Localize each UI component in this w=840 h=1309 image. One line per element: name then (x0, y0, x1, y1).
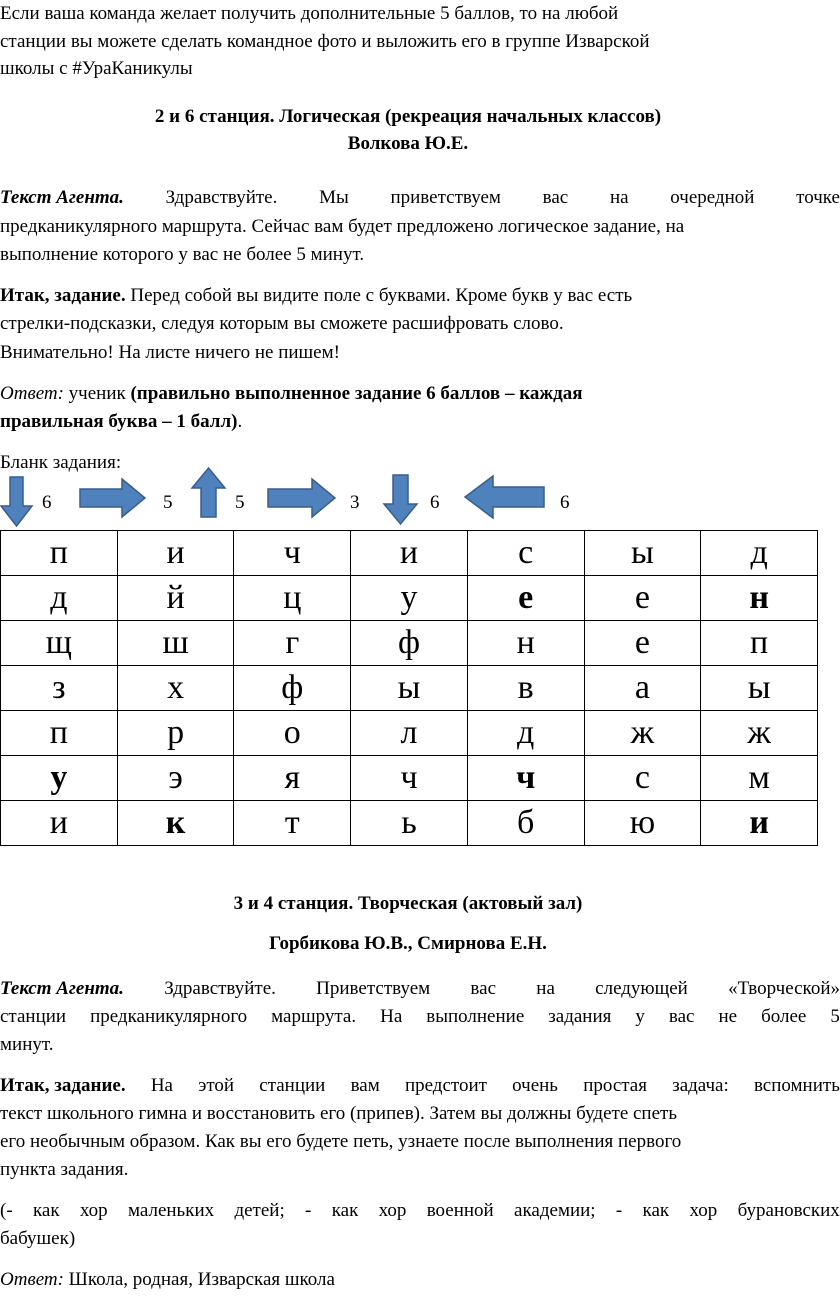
grid-cell: ы (584, 531, 701, 576)
word: бурановских (737, 1200, 840, 1221)
station2-task-line-3: Внимательно! На листе ничего не пишем! (0, 342, 340, 363)
hint-value-1: 6 (42, 492, 52, 513)
station3-agent-label: Текст Агента. (0, 978, 124, 999)
word: простая (583, 1075, 647, 1096)
station2-answer-line-1 (0, 380, 583, 408)
hint-value-6: 6 (560, 492, 570, 513)
grid-cell: е (584, 576, 701, 621)
grid-cell: л (351, 711, 468, 756)
word: На (380, 1006, 403, 1027)
grid-cell: д (467, 711, 584, 756)
grid-cell: н (701, 576, 818, 621)
station2-task-text-1: Перед собой вы видите поле с буквами. Кроме букв у вас есть (130, 285, 633, 306)
grid-row (1, 666, 818, 711)
word: более (761, 1006, 807, 1027)
word: Здравствуйте. (164, 978, 276, 999)
word: вас (470, 978, 497, 999)
word: станции (0, 1006, 67, 1027)
station2-task-line-2: стрелки-подсказки, следуя которым вы сможете расшифровать слово. (0, 313, 564, 334)
grid-cell: ь (351, 801, 468, 846)
grid-cell: к (117, 801, 234, 846)
word: как (331, 1200, 359, 1221)
station2-agent-label: Текст Агента. (0, 187, 124, 208)
grid-cell: ж (584, 711, 701, 756)
word: хор (689, 1200, 718, 1221)
grid-cell: д (1, 576, 118, 621)
grid-row (1, 531, 818, 576)
grid-row (1, 801, 818, 846)
grid-cell: п (1, 531, 118, 576)
station2-task-label: Итак, задание. (0, 285, 126, 306)
grid-cell: а (584, 666, 701, 711)
grid-cell: ч (467, 756, 584, 801)
word: «Творческой» (728, 978, 840, 999)
grid-cell: ц (234, 576, 351, 621)
word: вас (542, 187, 569, 208)
station3-answer-text: Школа, родная, Изварская школа (68, 1269, 335, 1290)
grid-cell: ш (117, 621, 234, 666)
station2-title: 2 и 6 станция. Логическая (рекреация начальных классов) (154, 106, 662, 127)
station2-answer-end: . (237, 411, 243, 432)
grid-cell: ф (351, 621, 468, 666)
word: вам (350, 1075, 380, 1096)
grid-cell: с (467, 531, 584, 576)
word: вспомнить (753, 1075, 840, 1096)
letter-grid (0, 530, 818, 846)
station3-task-line-3: его необычным образом. Как вы его будете петь, узнаете после выполнения первого (0, 1131, 682, 1152)
station2-answer-word: ученик (68, 383, 126, 404)
word: Здравствуйте. (165, 187, 278, 208)
station2-answer-bold-2: правильная буква – 1 балл) (0, 411, 238, 432)
word: хор (378, 1200, 407, 1221)
station3-task-label: Итак, задание. (0, 1075, 126, 1096)
grid-cell: у (351, 576, 468, 621)
grid-cell: ч (234, 531, 351, 576)
grid-cell: щ (1, 621, 118, 666)
word: приветствуем (390, 187, 501, 208)
intro-line-3: школы с #УраКаникулы (0, 58, 193, 79)
word: детей; (234, 1200, 285, 1221)
hint-value-3: 5 (235, 492, 245, 513)
grid-cell: ю (584, 801, 701, 846)
grid-cell: и (701, 801, 818, 846)
grid-cell: у (1, 756, 118, 801)
grid-cell: с (584, 756, 701, 801)
grid-cell: е (467, 576, 584, 621)
word: как (32, 1200, 60, 1221)
station3-answer-label: Ответ: (0, 1269, 64, 1290)
word: не (718, 1006, 738, 1027)
word: точке (796, 187, 840, 208)
station3-task-line-1 (0, 1072, 840, 1100)
station2-task-line-1 (0, 282, 632, 310)
grid-cell: ч (351, 756, 468, 801)
grid-cell: о (234, 711, 351, 756)
arrow-right-icon (267, 478, 337, 518)
grid-cell: з (1, 666, 118, 711)
hint-value-2: 5 (163, 492, 173, 513)
grid-cell: и (117, 531, 234, 576)
intro-line-2: станции вы можете сделать командное фото и выложить его в группе Изварской (0, 31, 650, 52)
grid-cell: ы (351, 666, 468, 711)
word: как (642, 1200, 670, 1221)
hint-value-4: 3 (350, 492, 360, 513)
word: на (609, 187, 629, 208)
arrow-left-icon (464, 475, 546, 519)
intro-line-1: Если ваша команда желает получить дополнительные 5 баллов, то на любой (0, 3, 619, 24)
arrow-down-icon (383, 474, 419, 526)
word: - (615, 1200, 623, 1221)
grid-cell: д (701, 531, 818, 576)
word: станции (259, 1075, 326, 1096)
word: этой (198, 1075, 235, 1096)
grid-cell: м (701, 756, 818, 801)
word: На (150, 1075, 173, 1096)
grid-cell: й (117, 576, 234, 621)
grid-cell: б (467, 801, 584, 846)
station3-author: Горбикова Ю.В., Смирнова Е.Н. (269, 933, 547, 954)
word: академии; (514, 1200, 596, 1221)
word: следующей (595, 978, 688, 999)
grid-cell: х (117, 666, 234, 711)
station2-agent-line-3: выполнение которого у вас не более 5 минут. (0, 244, 365, 265)
grid-cell: и (351, 531, 468, 576)
station3-answer-line (0, 1266, 335, 1294)
station2-answer-label: Ответ: (0, 383, 64, 404)
grid-cell: ж (701, 711, 818, 756)
word: - (305, 1200, 312, 1221)
grid-row (1, 711, 818, 756)
arrow-down-icon (0, 476, 34, 528)
word: военной (426, 1200, 494, 1221)
grid-row (1, 756, 818, 801)
station2-agent-line-2: предканикулярного маршрута. Сейчас вам будет предложено логическое задание, на (0, 216, 685, 237)
word: Мы (319, 187, 349, 208)
word: Приветствуем (316, 978, 431, 999)
station3-task-line-2: текст школьного гимна и восстановить его (припев). Затем вы должны будете спеть (0, 1103, 678, 1124)
word: (- (0, 1200, 13, 1221)
grid-cell: г (234, 621, 351, 666)
station3-agent-line-3: минут. (0, 1034, 54, 1055)
station2-answer-line-2 (0, 408, 242, 436)
grid-cell: ф (234, 666, 351, 711)
word: на (536, 978, 555, 999)
arrow-right-icon (79, 478, 147, 518)
word: выполнение (426, 1006, 525, 1027)
grid-cell: е (584, 621, 701, 666)
word: у (635, 1006, 645, 1027)
arrow-up-icon (191, 467, 227, 519)
station3-task-line-4: пункта задания. (0, 1159, 129, 1180)
word: 5 (830, 1006, 840, 1027)
station2-answer-bold-1: (правильно выполненное задание 6 баллов – каждая (130, 383, 583, 404)
word: задания (548, 1006, 612, 1027)
word: вас (668, 1006, 695, 1027)
station2-agent-line-1 (0, 184, 840, 212)
station3-options-line-2: бабушек) (0, 1228, 76, 1249)
word: очень (512, 1075, 558, 1096)
grid-row (1, 576, 818, 621)
grid-row (1, 621, 818, 666)
word: хор (79, 1200, 108, 1221)
word: задача: (672, 1075, 729, 1096)
station2-author: Волкова Ю.Е. (347, 133, 469, 154)
blank-label: Бланк задания: (0, 452, 122, 473)
word: предканикулярного (90, 1006, 248, 1027)
word: предстоит (404, 1075, 487, 1096)
station3-agent-line-1 (0, 975, 840, 1003)
word: маленьких (127, 1200, 215, 1221)
word: маршрута. (271, 1006, 357, 1027)
grid-cell: ы (701, 666, 818, 711)
grid-cell: т (234, 801, 351, 846)
grid-cell: н (467, 621, 584, 666)
station3-title: 3 и 4 станция. Творческая (актовый зал) (233, 893, 583, 914)
grid-cell: п (1, 711, 118, 756)
hint-value-5: 6 (430, 492, 440, 513)
grid-cell: р (117, 711, 234, 756)
grid-cell: и (1, 801, 118, 846)
station3-agent-line-2 (0, 1003, 840, 1031)
grid-cell: в (467, 666, 584, 711)
station3-options-line-1 (0, 1197, 840, 1225)
grid-cell: я (234, 756, 351, 801)
word: очередной (670, 187, 755, 208)
grid-cell: п (701, 621, 818, 666)
grid-cell: э (117, 756, 234, 801)
